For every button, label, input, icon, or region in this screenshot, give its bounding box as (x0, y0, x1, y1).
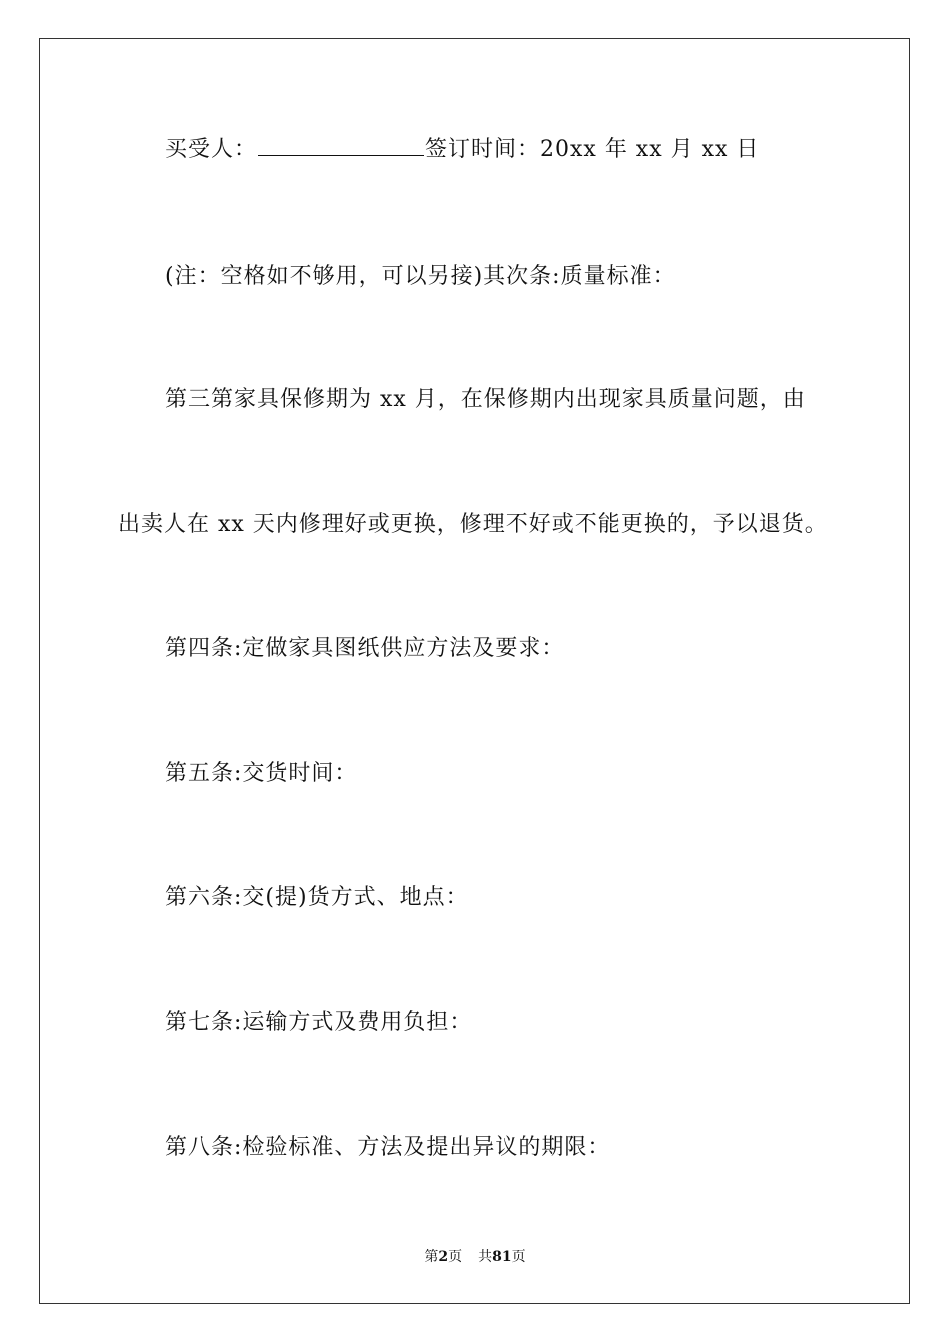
page-prefix: 第 (424, 1249, 439, 1265)
article-5: 第五条:交货时间： (165, 761, 358, 786)
total-pages: 81 (492, 1249, 512, 1265)
article-7: 第七条:运输方式及费用负担： (165, 1010, 473, 1035)
buyer-label: 买受人： (165, 137, 258, 162)
page-number: 2 (438, 1249, 449, 1265)
article-3-line-2: 出卖人在 xx 天内修理好或更换，修理不好或不能更换的，予以退货。 (118, 512, 828, 537)
buyer-blank-field (258, 135, 424, 156)
article-8: 第八条:检验标准、方法及提出异议的期限： (165, 1135, 611, 1160)
signing-line (165, 135, 759, 165)
page-border (39, 38, 910, 1304)
total-suffix: 页 (511, 1249, 526, 1265)
note-paragraph: (注：空格如不够用，可以另接)其次条:质量标准： (165, 264, 676, 289)
total-prefix: 共 (478, 1249, 493, 1265)
page-footer (0, 1248, 950, 1266)
signing-date: 签订时间：20xx 年 xx 月 xx 日 (425, 137, 760, 162)
article-3-line-1: 第三第家具保修期为 xx 月，在保修期内出现家具质量问题，由 (165, 387, 806, 412)
article-4: 第四条:定做家具图纸供应方法及要求： (165, 636, 565, 661)
page-suffix: 页 (448, 1249, 463, 1265)
article-6: 第六条:交(提)货方式、地点： (165, 885, 469, 910)
